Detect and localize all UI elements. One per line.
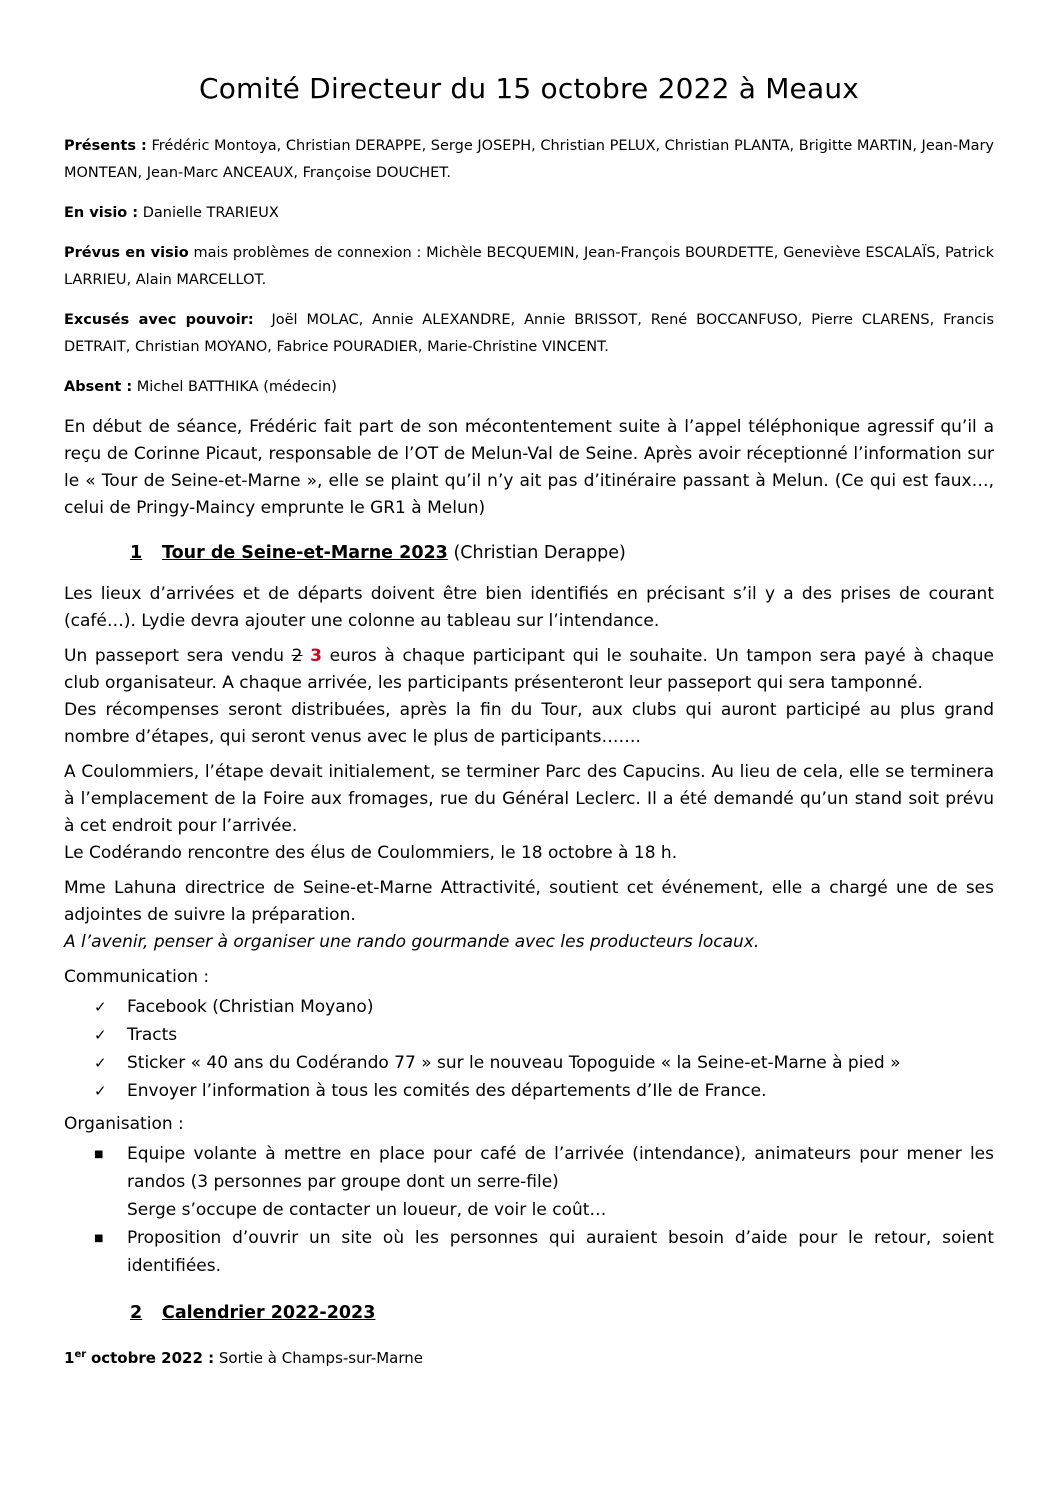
intro-paragraph: En début de séance, Frédéric fait part de son mécontentement suite à l’appel téléphonique agressif qu’il a reçu de Corinne Picaut, responsable de l’OT de Melun-Val de Seine. Après avoir réceptionné l’information sur le « Tour de Seine-et-Marne », elle se plaint qu’il n’y ait pas d’itinéraire passant à Melun. (Ce qui est faux…, celui de Pringy-Maincy emprunte le GR1 à Melun) [64, 417, 994, 518]
attendees-absent: Absent : Michel BATTHIKA (médecin) [64, 379, 337, 395]
attendees-present: Présents : Frédéric Montoya, Christian DERAPPE, Serge JOSEPH, Christian PELUX, Christian PLANTA, Brigitte MARTIN, Jean-Mary MONTEAN, Jean-Marc ANCEAUX, Françoise DOUCHET. [64, 138, 995, 181]
section-1-paragraph-coulommiers: A Coulommiers, l’étape devait initialement, se terminer Parc des Capucins. Au lieu de cela, elle se terminera à l’emplacement de la Foire aux fromages, rue du Général Leclerc. Il a été demandé qu’un stand soit prévu à cet endroit pour l’arrivée. [64, 762, 994, 836]
check-icon: ✓ [94, 1082, 107, 1100]
struck-price: 2 [291, 646, 303, 666]
section-2-heading: 2 Calendrier 2022-2023 [130, 1303, 376, 1323]
section-1-paragraph-rewards: Des récompenses seront distribuées, après la fin du Tour, aux clubs qui auront participé au plus grand nombre d’étapes, qui seront venus avec le plus de participants……. [64, 700, 994, 747]
section-1-paragraph-passport: Un passeport sera vendu 2 3 euros à chaque participant qui le souhaite. Un tampon sera payé à chaque club organisateur. A chaque arrivée, les participants présenteront leur passeport qui sera tamponné. [64, 646, 995, 693]
attendees-excused: Excusés avec pouvoir: Joël MOLAC, Annie ALEXANDRE, Annie BRISSOT, René BOCCANFUSO, Pierre CLARENS, Francis DETRAIT, Christian MOYANO, Fabrice POURADIER, Marie-Christine VINCENT. [64, 312, 994, 355]
section-1-paragraph-meeting: Le Codérando rencontre des élus de Coulommiers, le 18 octobre à 18 h. [64, 843, 678, 863]
square-bullet-icon: ■ [94, 1233, 104, 1244]
section-1-paragraph-future: A l’avenir, penser à organiser une rando gourmande avec les producteurs locaux. [64, 932, 760, 952]
list-item: ✓ Facebook (Christian Moyano) [64, 993, 994, 1021]
list-item: ✓ Sticker « 40 ans du Codérando 77 » sur le nouveau Topoguide « la Seine-et-Marne à pied » [64, 1049, 994, 1077]
communication-list [64, 993, 994, 1105]
attendees-visio: En visio : Danielle TRARIEUX [64, 205, 279, 221]
section-1-paragraph-locations: Les lieux d’arrivées et de départs doivent être bien identifiés en précisant s’il y a des prises de courant (café…). Lydie devra ajouter une colonne au tableau sur l’intendance. [64, 584, 994, 631]
check-icon: ✓ [94, 998, 107, 1016]
list-item: ✓ Envoyer l’information à tous les comités des départements d’Ile de France. [64, 1077, 994, 1105]
organisation-list [64, 1140, 994, 1280]
list-item: ✓ Tracts [64, 1021, 994, 1049]
attendees-planned-visio: Prévus en visio mais problèmes de connexion : Michèle BECQUEMIN, Jean-François BOURDETTE, Geneviève ESCALAÏS, Patrick LARRIEU, Alain MARCELLOT. [64, 245, 994, 288]
calendar-entry: 1er octobre 2022 : Sortie à Champs-sur-Marne [64, 1349, 424, 1367]
new-price: 3 [310, 646, 322, 666]
section-1-paragraph-attractivite: Mme Lahuna directrice de Seine-et-Marne Attractivité, soutient cet événement, elle a chargé une de ses adjointes de suivre la préparation. [64, 878, 994, 925]
page-title: Comité Directeur du 15 octobre 2022 à Meaux [198, 72, 860, 105]
communication-label: Communication : [64, 967, 210, 987]
organisation-label: Organisation : [64, 1114, 184, 1134]
square-bullet-icon: ■ [94, 1149, 104, 1160]
section-1-heading: 1 Tour de Seine-et-Marne 2023 (Christian Derappe) [130, 543, 626, 563]
check-icon: ✓ [94, 1026, 107, 1044]
list-item: ■ Equipe volante à mettre en place pour café de l’arrivée (intendance), animateurs pour mener les randos (3 personnes par groupe dont un serre-file) Serge s’occupe de contacter un loueur, de voir le coût… [64, 1140, 994, 1224]
list-item: ■ Proposition d’ouvrir un site où les personnes qui auraient besoin d’aide pour le retour, soient identifiées. [64, 1224, 994, 1280]
check-icon: ✓ [94, 1054, 107, 1072]
